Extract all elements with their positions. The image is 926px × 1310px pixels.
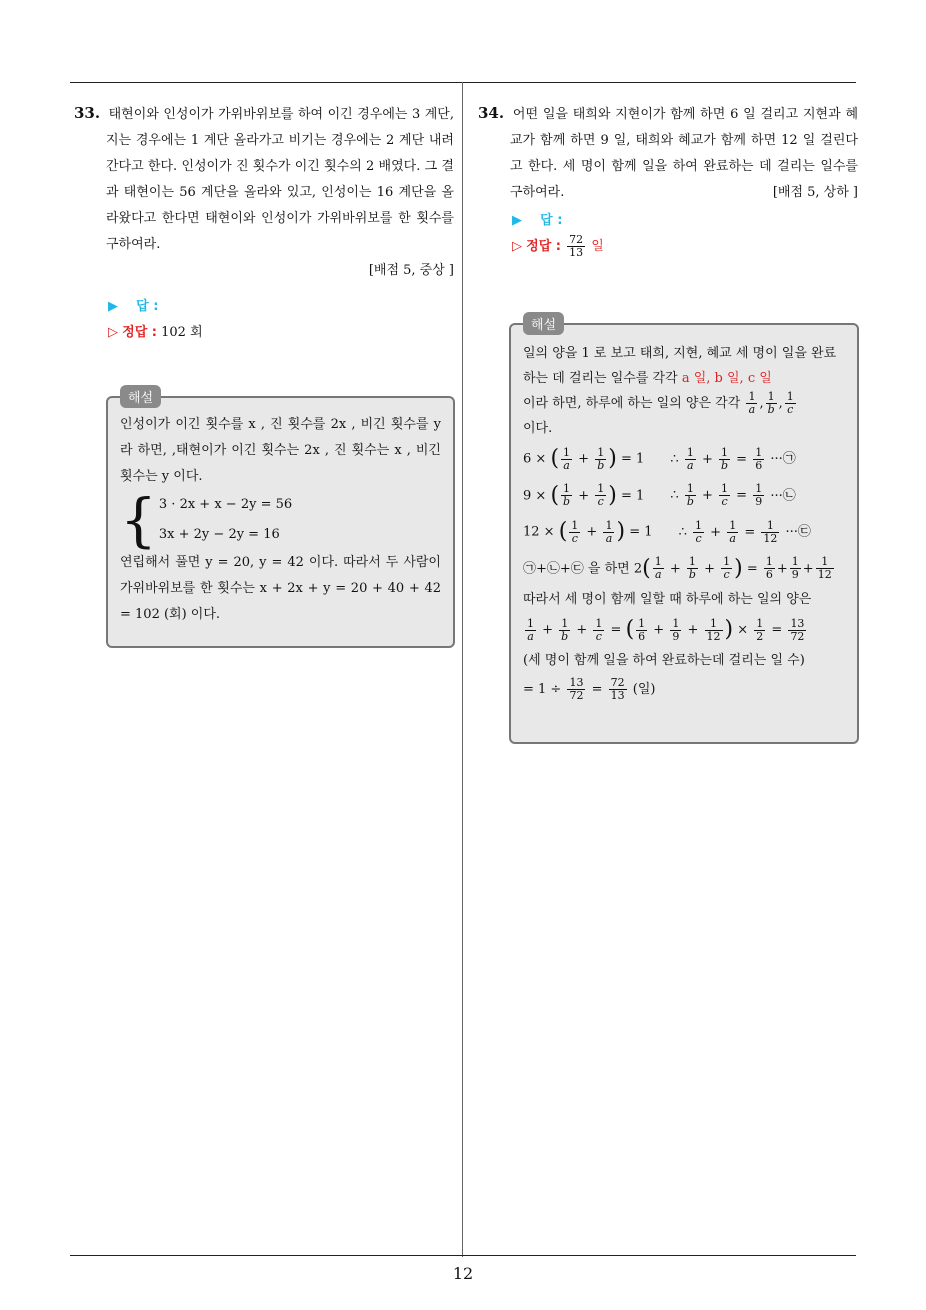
equation-3: 12 × ( $\frac{1}{c}$ + $\frac{1}{a}$ ) = 1 ∴ $\frac{1}{c}$ + $\frac{1}{a}$ = $\frac{1}{12}$ ···㉢ bbox=[523, 518, 811, 545]
question-33-text bbox=[74, 100, 454, 258]
explanation-text-1: 인성이가 이긴 횟수를 x , 진 횟수를 2x , 비긴 횟수를 y 라 하면, ,태현이가 이긴 횟수는 2x , 진 횟수는 x , 비긴 횟수는 y 이다. bbox=[120, 417, 441, 484]
explanation-tag: 해설 bbox=[120, 385, 161, 408]
explanation-intro-3: 이다. bbox=[523, 421, 553, 436]
answer-line bbox=[512, 208, 858, 234]
explanation-body bbox=[511, 325, 857, 717]
explanation-tag: 해설 bbox=[523, 312, 564, 335]
top-rule bbox=[70, 82, 856, 83]
equation-total: $\frac{1}{a}$ + $\frac{1}{b}$ + $\frac{1}{c}$ = ( $\frac{1}{6}$ + $\frac{1}{9}$ + $\frac{1}{12}$ ) × $\frac{1}{2}$ = $\frac{13}{72}$ bbox=[527, 616, 805, 643]
unit-c: c 일 bbox=[747, 371, 772, 386]
unit-b: b 일, bbox=[714, 371, 744, 386]
explanation-box-33 bbox=[106, 391, 455, 648]
answer-label: 답 : bbox=[136, 299, 159, 314]
answer-label: 답 : bbox=[540, 213, 563, 228]
explanation-intro-2: 이라 하면, 하루에 하는 일의 양은 각각 $\frac{1}{a}$ , $\frac{1}{b}$ , $\frac{1}{c}$ bbox=[523, 390, 794, 416]
equation-system bbox=[120, 486, 441, 554]
brace-glyph: { bbox=[120, 486, 157, 554]
correct-answer-line bbox=[108, 320, 454, 346]
correct-unit: 일 bbox=[591, 239, 604, 254]
explanation-text-2: 연립해서 풀면 y = 20, y = 42 이다. 따라서 두 사람이 가위바위보를 한 횟수는 x + 2x + y = 20 + 40 + 42 = 102 (회) 이다. bbox=[120, 555, 441, 622]
explanation-paren: (세 명이 함께 일을 하여 완료하는데 걸리는 일 수) bbox=[523, 652, 805, 668]
equation-sum: ㉠+㉡+㉢ 을 하면 2( $\frac{1}{a}$ + $\frac{1}{b}$ + $\frac{1}{c}$ ) = $\frac{1}{6}$ + $\frac{1}{9}$ + $\frac{1}{12}$ bbox=[523, 555, 832, 581]
question-number: 33. bbox=[74, 104, 101, 122]
bottom-rule bbox=[70, 1255, 856, 1256]
score-label: [배점 5, 상하 ] bbox=[772, 185, 858, 200]
explanation-intro: 일의 양을 1 로 보고 태희, 지현, 혜교 세 명이 일을 완료하는 데 걸리는 일수를 각각 a 일, b 일, c 일 bbox=[523, 346, 837, 386]
equation-1: 6 × ( $\frac{1}{a}$ + $\frac{1}{b}$ ) = 1 ∴ $\frac{1}{a}$ + $\frac{1}{b}$ = $\frac{1}{6}$ ···㉠ bbox=[523, 445, 796, 472]
question-number: 34. bbox=[478, 104, 505, 122]
question-body: 어떤 일을 태희와 지현이가 함께 하면 6 일 걸리고 지현과 혜교가 함께 하면 9 일, 태희와 혜교가 함께 하면 12 일 걸린다고 한다. 세 명이 함께 일을 하여 완료하는 데 걸리는 일수를 구하여라. bbox=[510, 107, 858, 200]
explanation-body bbox=[108, 398, 453, 638]
equation-1: 3 · 2x + x − 2y = 56 bbox=[158, 497, 293, 512]
equation-2: 9 × ( $\frac{1}{b}$ + $\frac{1}{c}$ ) = 1 ∴ $\frac{1}{b}$ + $\frac{1}{c}$ = $\frac{1}{9}$ ···㉡ bbox=[523, 482, 796, 508]
column-divider bbox=[462, 82, 463, 1257]
explanation-box-34 bbox=[509, 318, 859, 744]
score-label: [배점 5, 중상 ] bbox=[368, 263, 454, 278]
question-34 bbox=[478, 100, 858, 260]
play-triangle-icon: ▶ bbox=[512, 213, 522, 228]
answer-line bbox=[108, 294, 454, 320]
equation-2: 3x + 2y − 2y = 16 bbox=[158, 527, 280, 542]
explanation-mid: 따라서 세 명이 함께 일할 때 하루에 하는 일의 양은 bbox=[523, 592, 812, 607]
play-triangle-icon: ▶ bbox=[108, 299, 118, 314]
outline-triangle-icon: ▷ bbox=[512, 239, 522, 254]
correct-label: 정답 : bbox=[526, 239, 561, 254]
unit-a: a 일, bbox=[681, 371, 711, 386]
question-body: 태현이와 인성이가 가위바위보를 하여 이긴 경우에는 3 계단, 지는 경우에는 1 계단 올라가고 비기는 경우에는 2 계단 내려간다고 한다. 인성이가 진 횟수가 이긴 횟수의 2 배였다. 그 결과 태현이는 56 계단을 올라와 있고, 인성이는 16 계단을 올라왔다고 한다면 태현이와 인성이가 가위바위보를 한 횟수를 구하여라. bbox=[106, 107, 454, 252]
page-number: 12 bbox=[452, 1264, 474, 1283]
correct-value: 102 회 bbox=[161, 325, 203, 340]
equation-final: = 1 ÷ $\frac{13}{72}$ = $\frac{72}{13}$ (일) bbox=[523, 675, 656, 702]
correct-answer-line bbox=[512, 234, 858, 260]
correct-fraction: $\frac{72}{13}$ bbox=[569, 233, 584, 259]
outline-triangle-icon: ▷ bbox=[108, 325, 118, 340]
correct-label: 정답 : bbox=[122, 325, 157, 340]
question-33 bbox=[74, 100, 454, 346]
